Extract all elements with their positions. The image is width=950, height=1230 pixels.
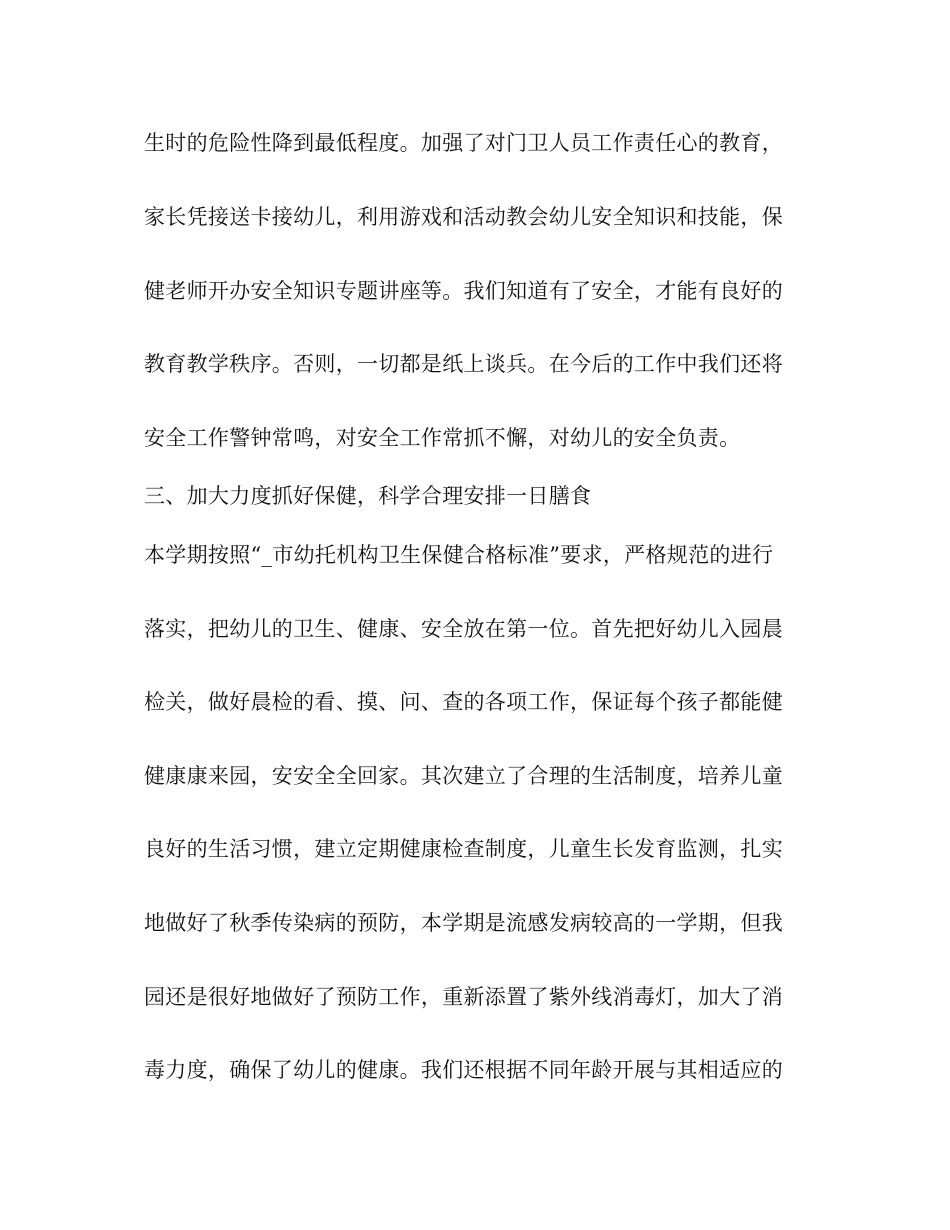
text-line-2: 家长凭接送卡接幼儿，利用游戏和活动教会幼儿安全知识和技能，保 [144, 205, 783, 229]
text-line-10: 健康康来园，安安全全回家。其次建立了合理的生活制度，培养儿童 [144, 764, 783, 788]
text-line-9: 检关，做好晨检的看、摸、问、查的各项工作，保证每个孩子都能健 [144, 690, 783, 714]
text-line-4: 教育教学秩序。否则，一切都是纸上谈兵。在今后的工作中我们还将 [144, 352, 783, 376]
text-line-8: 落实，把幼儿的卫生、健康、安全放在第一位。首先把好幼儿入园晨 [144, 617, 783, 641]
text-line-13: 园还是很好地做好了预防工作，重新添置了紫外线消毒灯，加大了消 [144, 985, 783, 1009]
section-heading: 三、加大力度抓好保健，科学合理安排一日膳食 [144, 484, 592, 508]
text-line-11: 良好的生活习惯，建立定期健康检查制度，儿童生长发育监测，扎实 [144, 837, 783, 861]
text-line-5: 安全工作警钟常鸣，对安全工作常抓不懈，对幼儿的安全负责。 [144, 426, 741, 450]
text-line-3: 健老师开办安全知识专题讲座等。我们知道有了安全，才能有良好的 [144, 279, 783, 303]
text-line-12: 地做好了秋季传染病的预防，本学期是流感发病较高的一学期，但我 [144, 911, 783, 935]
text-line-14: 毒力度，确保了幼儿的健康。我们还根据不同年龄开展与其相适应的 [144, 1058, 783, 1082]
text-line-7: 本学期按照“_市幼托机构卫生保健合格标准”要求，严格规范的进行 [144, 543, 774, 567]
text-line-1: 生时的危险性降到最低程度。加强了对门卫人员工作责任心的教育， [144, 131, 783, 155]
